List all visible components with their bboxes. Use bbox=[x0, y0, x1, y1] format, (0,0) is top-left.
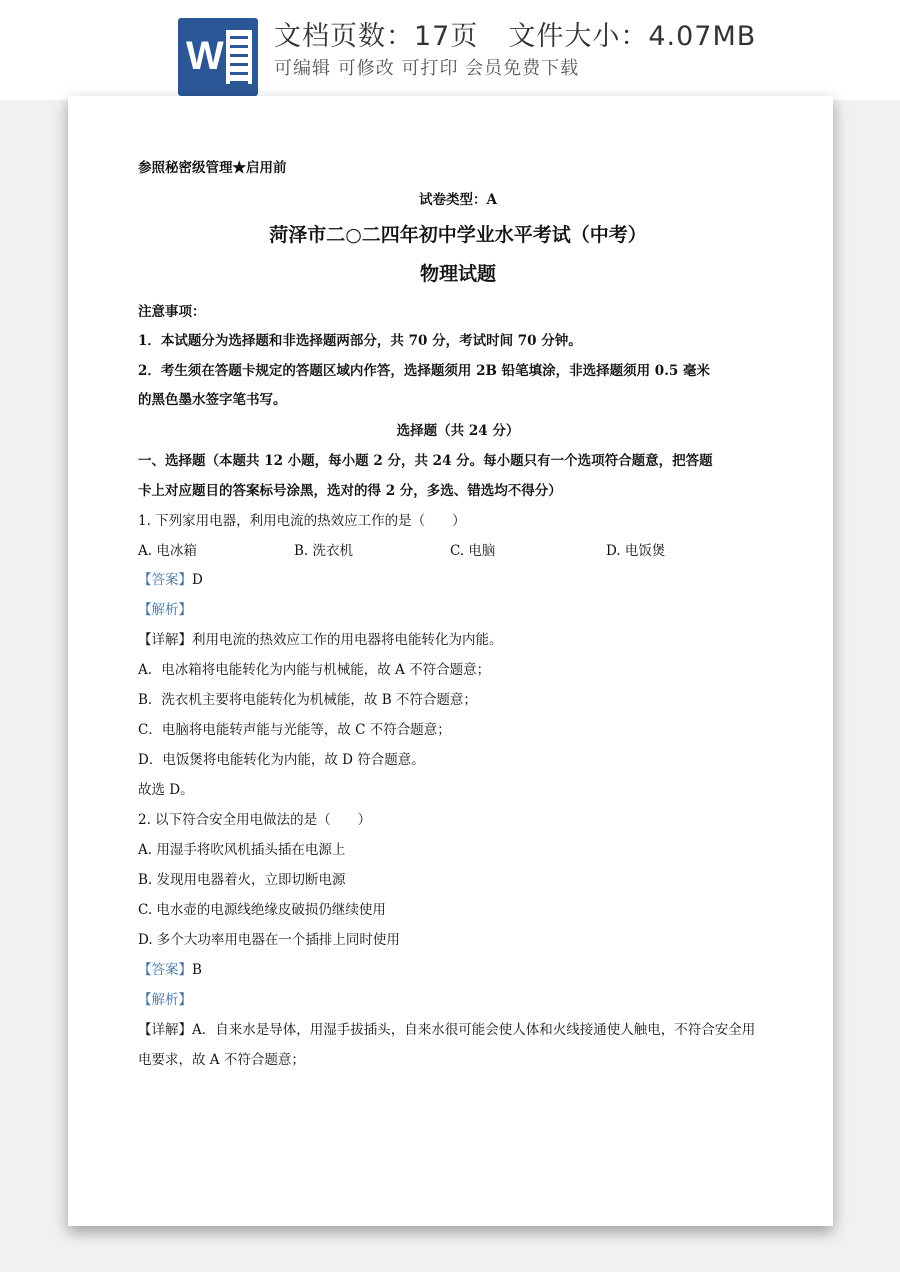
q2-option-d: D. 多个大功率用电器在一个插排上同时使用 bbox=[138, 932, 400, 948]
file-size: 文件大小：4.07MB bbox=[508, 21, 757, 52]
q2-answer bbox=[138, 960, 778, 980]
word-letter: W bbox=[186, 34, 224, 78]
q2-analysis-tag: 【解析】 bbox=[138, 992, 192, 1008]
paper-type: 试卷类型：A bbox=[419, 192, 497, 208]
section-heading: 选择题（共 24 分） bbox=[396, 423, 520, 439]
q1-option-b: B. 洗衣机 bbox=[294, 543, 354, 559]
q2-detail: 【详解】A．自来水是导体，用湿手拔插头，自来水很可能会使人体和火线接通使人触电，不符合安全用 bbox=[138, 1022, 756, 1038]
note-2: 2．考生须在答题卡规定的答题区域内作答，选择题须用 2B 铅笔填涂，非选择题须用 0.5 毫米 bbox=[138, 363, 710, 379]
q1-explanation-a: A．电冰箱将电能转化为内能与机械能，故 A 不符合题意； bbox=[138, 662, 491, 678]
exam-title: 菏泽市二○二四年初中学业水平考试（中考） bbox=[269, 224, 647, 246]
answer-value: D bbox=[192, 572, 203, 588]
note-1: 1．本试题分为选择题和非选择题两部分，共 70 分，考试时间 70 分钟。 bbox=[138, 333, 582, 349]
answer-tag: 【答案】 bbox=[138, 572, 192, 588]
q2-option-b: B. 发现用电器着火，立即切断电源 bbox=[138, 872, 346, 888]
q1-option-a: A. 电冰箱 bbox=[138, 543, 197, 559]
document-page bbox=[68, 96, 833, 1226]
secrecy-label: 参照秘密级管理★启用前 bbox=[138, 160, 287, 176]
q1-conclusion: 故选 D。 bbox=[138, 782, 194, 798]
part-instructions: 一、选择题（本题共 12 小题，每小题 2 分，共 24 分。每小题只有一个选项符合题意，把答题 bbox=[138, 453, 713, 469]
answer-tag: 【答案】 bbox=[138, 962, 192, 978]
notes-heading: 注意事项： bbox=[138, 304, 206, 320]
q1-explanation-d: D．电饭煲将电能转化为内能，故 D 符合题意。 bbox=[138, 752, 425, 768]
q1-analysis-tag: 【解析】 bbox=[138, 602, 192, 618]
feature-list: 可编辑 可修改 可打印 会员免费下载 bbox=[274, 58, 580, 79]
part-instructions-cont: 卡上对应题目的答案标号涂黑，选对的得 2 分，多选、错选均不得分） bbox=[138, 483, 562, 499]
answer-value: B bbox=[192, 962, 202, 978]
q2-detail-cont: 电要求，故 A 不符合题意； bbox=[138, 1052, 305, 1068]
q1-option-c: C. 电脑 bbox=[450, 543, 496, 559]
q1-answer bbox=[138, 570, 778, 590]
q1-explanation-b: B．洗衣机主要将电能转化为机械能，故 B 不符合题意； bbox=[138, 692, 477, 708]
q1-detail: 【详解】利用电流的热效应工作的用电器将电能转化为内能。 bbox=[138, 632, 503, 648]
q2-option-c: C. 电水壶的电源线绝缘皮破损仍继续使用 bbox=[138, 902, 386, 918]
document-lines-graphic bbox=[226, 30, 252, 84]
note-2-cont: 的黑色墨水签字笔书写。 bbox=[138, 392, 287, 408]
exam-subtitle: 物理试题 bbox=[419, 263, 496, 285]
question-2-stem: 2. 以下符合安全用电做法的是（ ） bbox=[138, 812, 372, 828]
word-document-icon bbox=[178, 18, 258, 96]
page-count: 文档页数：17页 bbox=[274, 21, 479, 52]
q1-option-d: D. 电饭煲 bbox=[606, 543, 666, 559]
q2-option-a: A. 用湿手将吹风机插头插在电源上 bbox=[138, 842, 346, 858]
q1-explanation-c: C．电脑将电能转声能与光能等，故 C 不符合题意； bbox=[138, 722, 451, 738]
question-1-stem: 1. 下列家用电器，利用电流的热效应工作的是（ ） bbox=[138, 513, 466, 529]
download-banner bbox=[0, 0, 900, 100]
file-info bbox=[274, 14, 756, 53]
